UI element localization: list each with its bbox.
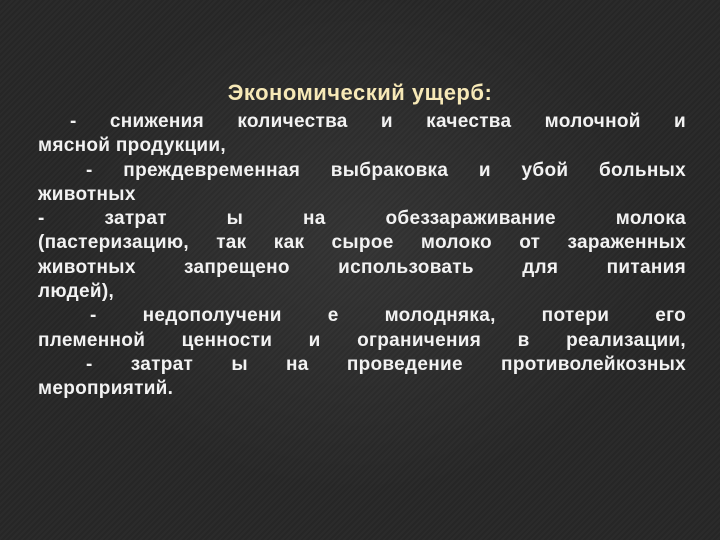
text-line: животных	[38, 183, 136, 205]
slide-body-text	[38, 110, 686, 402]
text-line: - затрат ы на обеззараживание молока	[38, 208, 686, 230]
text-line: племенной ценности и ограничения в реализации,	[38, 329, 686, 351]
text-line: людей),	[38, 281, 115, 303]
text-line: - недополучени е молодняка, потери его	[90, 305, 686, 327]
text-line: - затрат ы на проведение противолейкозных	[86, 353, 686, 375]
text-line: - снижения количества и качества молочной и	[70, 111, 686, 132]
text-line: мероприятий.	[38, 378, 174, 400]
text-line: (пастеризацию, так как сырое молоко от зараженных	[38, 232, 686, 254]
text-line: - преждевременная выбраковка и убой больных	[86, 159, 686, 181]
slide-title: Экономический ущерб:	[227, 80, 493, 105]
text-line: мясной продукции,	[38, 135, 226, 157]
text-line: животных запрещено использовать для питания	[38, 256, 686, 278]
